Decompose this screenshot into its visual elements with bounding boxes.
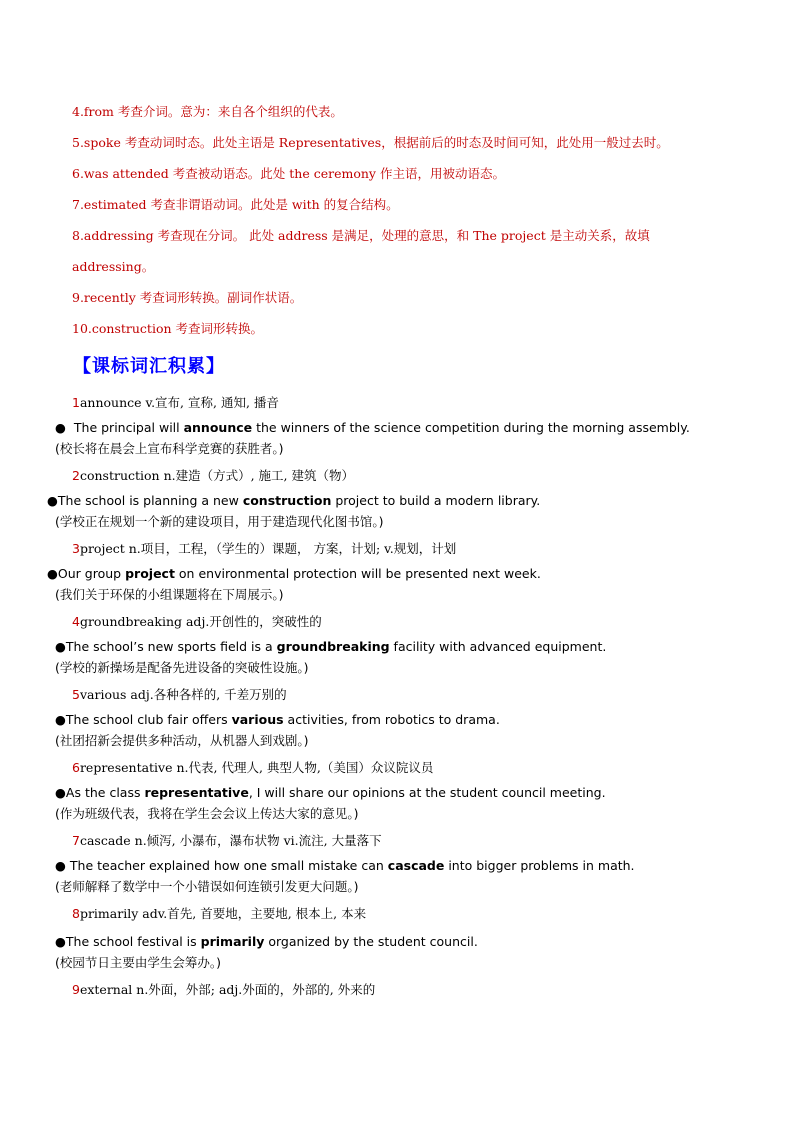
vocab-number: 9: [72, 982, 80, 997]
vocab-entry: [72, 466, 354, 484]
vocab-entry: [72, 980, 375, 998]
answer-line: 8.addressing 考查现在分词。 此处 address 是满足，处理的意思，和 The project 是主动关系，故填: [72, 228, 650, 243]
vocab-definition: construction n.建造（方式）, 施工, 建筑（物）: [79, 468, 354, 483]
translation: (学校的新操场是配备先进设备的突破性设施。): [55, 660, 309, 675]
translation: (校园节日主要由学生会筹办。): [55, 955, 222, 970]
answer-line: 7.estimated 考查非谓语动词。此处是 with 的复合结构。: [72, 197, 399, 212]
keyword: groundbreaking: [276, 639, 390, 654]
vocab-number: 6: [72, 760, 80, 775]
vocab-entry: [72, 612, 322, 630]
bullet-icon: ●: [55, 858, 66, 873]
bullet-icon: ●: [55, 934, 66, 949]
example-sentence: [55, 712, 500, 727]
translation: (校长将在晨会上宣布科学竞赛的获胜者。): [55, 441, 284, 456]
example-text: on environmental protection will be presented next week.: [174, 566, 541, 581]
answer-line: 5.spoke 考查动词时态。此处主语是 Representatives，根据前后的时态及时间可知，此处用一般过去时。: [72, 135, 669, 150]
translation: (社团招新会提供多种活动，从机器人到戏剧。): [55, 733, 309, 748]
bullet-icon: ●: [55, 639, 66, 654]
keyword: cascade: [387, 858, 445, 873]
example-text: The school is planning a new: [57, 493, 243, 508]
example-sentence: [55, 420, 690, 435]
example-sentence: [55, 858, 635, 873]
bullet-icon: ●: [47, 493, 58, 508]
keyword: construction: [242, 493, 332, 508]
answer-line: 10.construction 考查词形转换。: [72, 321, 263, 336]
vocab-entry: [72, 539, 456, 557]
example-sentence: [55, 639, 606, 654]
vocab-number: 7: [72, 833, 80, 848]
example-text: The teacher explained how one small mistake can: [65, 858, 388, 873]
vocab-definition: project n.项目，工程，（学生的）课题， 方案，计划; v.规划，计划: [79, 541, 457, 556]
example-text: activities, from robotics to drama.: [283, 712, 500, 727]
translation: (我们关于环保的小组课题将在下周展示。): [55, 587, 284, 602]
vocab-definition: cascade n.倾泻, 小瀑布，瀑布状物 vi.流注, 大量落下: [79, 833, 382, 848]
translation: (老师解释了数学中一个小错误如何连锁引发更大问题。): [55, 879, 359, 894]
answer-line: 9.recently 考查词形转换。副词作状语。: [72, 290, 303, 305]
vocab-entry: [72, 758, 433, 776]
example-text: organized by the student council.: [264, 934, 478, 949]
example-text: Our group: [57, 566, 126, 581]
keyword: primarily: [200, 934, 265, 949]
example-text: The school club fair offers: [65, 712, 232, 727]
vocab-number: 2: [72, 468, 80, 483]
example-text: project to build a modern library.: [331, 493, 541, 508]
vocab-entry: [72, 904, 366, 922]
answer-line: addressing。: [72, 259, 155, 274]
vocab-definition: various adj.各种各样的, 千差万别的: [79, 687, 287, 702]
answer-line: 6.was attended 考查被动语态。此处 the ceremony 作主语，用被动语态。: [72, 166, 505, 181]
keyword: various: [231, 712, 284, 727]
vocab-number: 1: [72, 395, 80, 410]
vocab-entry: [72, 685, 287, 703]
example-text: facility with advanced equipment.: [389, 639, 607, 654]
vocab-definition: groundbreaking adj.开创性的，突破性的: [79, 614, 322, 629]
vocab-entry: [72, 393, 279, 411]
keyword: announce: [183, 420, 253, 435]
example-sentence: [47, 566, 541, 581]
example-sentence: [55, 785, 606, 800]
translation: (学校正在规划一个新的建设项目，用于建造现代化图书馆。): [55, 514, 384, 529]
example-text: into bigger problems in math.: [444, 858, 635, 873]
example-text: The principal will: [69, 420, 184, 435]
vocab-number: 4: [72, 614, 80, 629]
vocab-definition: external n.外面，外部; adj.外面的，外部的, 外来的: [79, 982, 376, 997]
translation: (作为班级代表，我将在学生会会议上传达大家的意见。): [55, 806, 359, 821]
example-sentence: [55, 934, 478, 949]
vocab-definition: announce v.宣布, 宣称, 通知, 播音: [79, 395, 279, 410]
bullet-icon: ●: [55, 712, 66, 727]
answer-line: 4.from 考查介词。意为：来自各个组织的代表。: [72, 104, 343, 119]
keyword: project: [125, 566, 175, 581]
vocab-definition: primarily adv.首先, 首要地，主要地, 根本上, 本来: [79, 906, 367, 921]
section-title: 【课标词汇积累】: [73, 356, 225, 377]
example-text: The school festival is: [65, 934, 201, 949]
example-sentence: [47, 493, 540, 508]
vocab-number: 3: [72, 541, 80, 556]
bullet-icon: ●: [55, 420, 66, 435]
example-text: The school’s new sports field is a: [65, 639, 277, 654]
keyword: representative: [144, 785, 249, 800]
example-text: the winners of the science competition during the morning assembly.: [252, 420, 690, 435]
example-text: As the class: [65, 785, 145, 800]
bullet-icon: ●: [47, 566, 58, 581]
vocab-definition: representative n.代表, 代理人, 典型人物,（美国）众议院议员: [79, 760, 434, 775]
vocab-entry: [72, 831, 382, 849]
bullet-icon: ●: [55, 785, 66, 800]
example-text: , I will share our opinions at the student council meeting.: [248, 785, 606, 800]
vocab-number: 5: [72, 687, 80, 702]
vocab-number: 8: [72, 906, 80, 921]
